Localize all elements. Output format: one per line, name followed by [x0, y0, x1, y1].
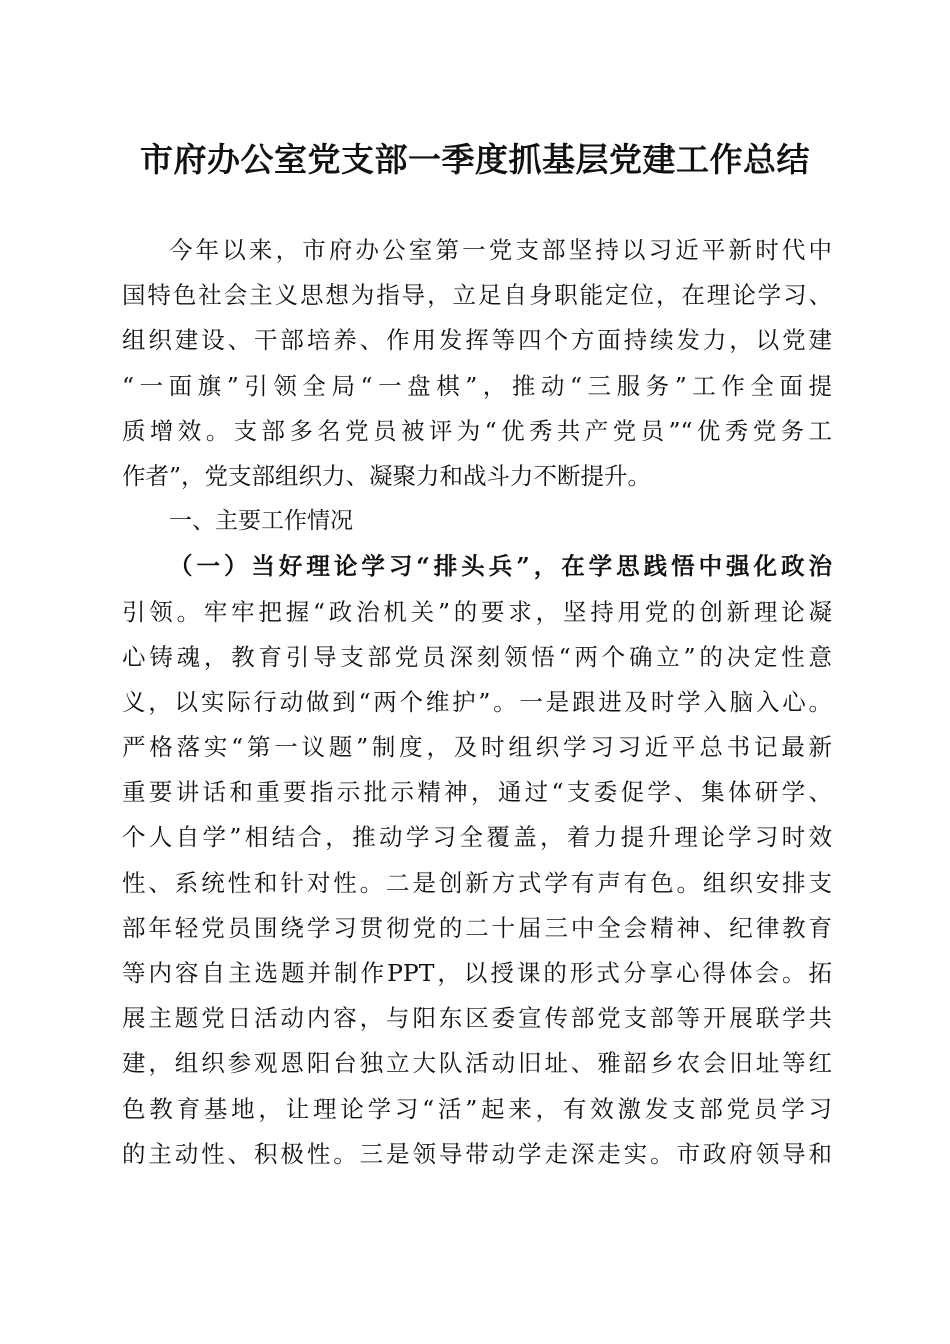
body-line: 心铸魂，教育引导支部党员深刻领悟“两个确立”的决定性意 — [122, 642, 832, 671]
body-line: 的主动性、积极性。三是领导带动学走深走实。市政府领导和 — [122, 1139, 832, 1168]
document-body — [122, 228, 832, 1177]
subsection-heading: （一）当好理论学习“排头兵”，在学思践悟中强化政治 — [169, 552, 832, 581]
body-line: 等内容自主选题并制作PPT，以授课的形式分享心得体会。拓 — [122, 959, 832, 987]
body-line: 建，组织参观恩阳台独立大队活动旧址、雅韶乡农会旧址等红 — [122, 1049, 832, 1078]
body-line: 引领。牢牢把握“政治机关”的要求，坚持用党的创新理论凝 — [122, 597, 832, 626]
body-line: 个人自学”相结合，推动学习全覆盖，着力提升理论学习时效 — [122, 823, 832, 852]
intro-line: 质增效。支部多名党员被评为“优秀共产党员”“优秀党务工 — [122, 416, 832, 445]
intro-line: 作者”，党支部组织力、凝聚力和战斗力不断提升。 — [122, 461, 652, 490]
body-line: 展主题党日活动内容，与阳东区委宣传部党支部等开展联学共 — [122, 1004, 832, 1033]
body-line: 部年轻党员围绕学习贯彻党的二十届三中全会精神、纪律教育 — [122, 913, 832, 942]
body-line: 义，以实际行动做到“两个维护”。一是跟进及时学入脑入心。 — [122, 687, 832, 716]
body-line: 色教育基地，让理论学习“活”起来，有效激发支部党员学习 — [122, 1094, 832, 1123]
body-line: 性、系统性和针对性。二是创新方式学有声有色。组织安排支 — [122, 868, 832, 897]
body-line: 严格落实“第一议题”制度，及时组织学习习近平总书记最新 — [122, 733, 832, 762]
body-line: 重要讲话和重要指示批示精神，通过“支委促学、集体研学、 — [122, 778, 832, 807]
intro-line: “一面旗”引领全局“一盘棋”，推动“三服务”工作全面提 — [122, 371, 832, 400]
section-heading: 一、主要工作情况 — [169, 508, 353, 535]
intro-line: 今年以来，市府办公室第一党支部坚持以习近平新时代中 — [169, 236, 832, 264]
intro-line: 组织建设、干部培养、作用发挥等四个方面持续发力，以党建 — [122, 326, 832, 355]
document-title: 市府办公室党支部一季度抓基层党建工作总结 — [140, 140, 810, 179]
intro-line: 国特色社会主义思想为指导，立足自身职能定位，在理论学习、 — [122, 281, 832, 310]
